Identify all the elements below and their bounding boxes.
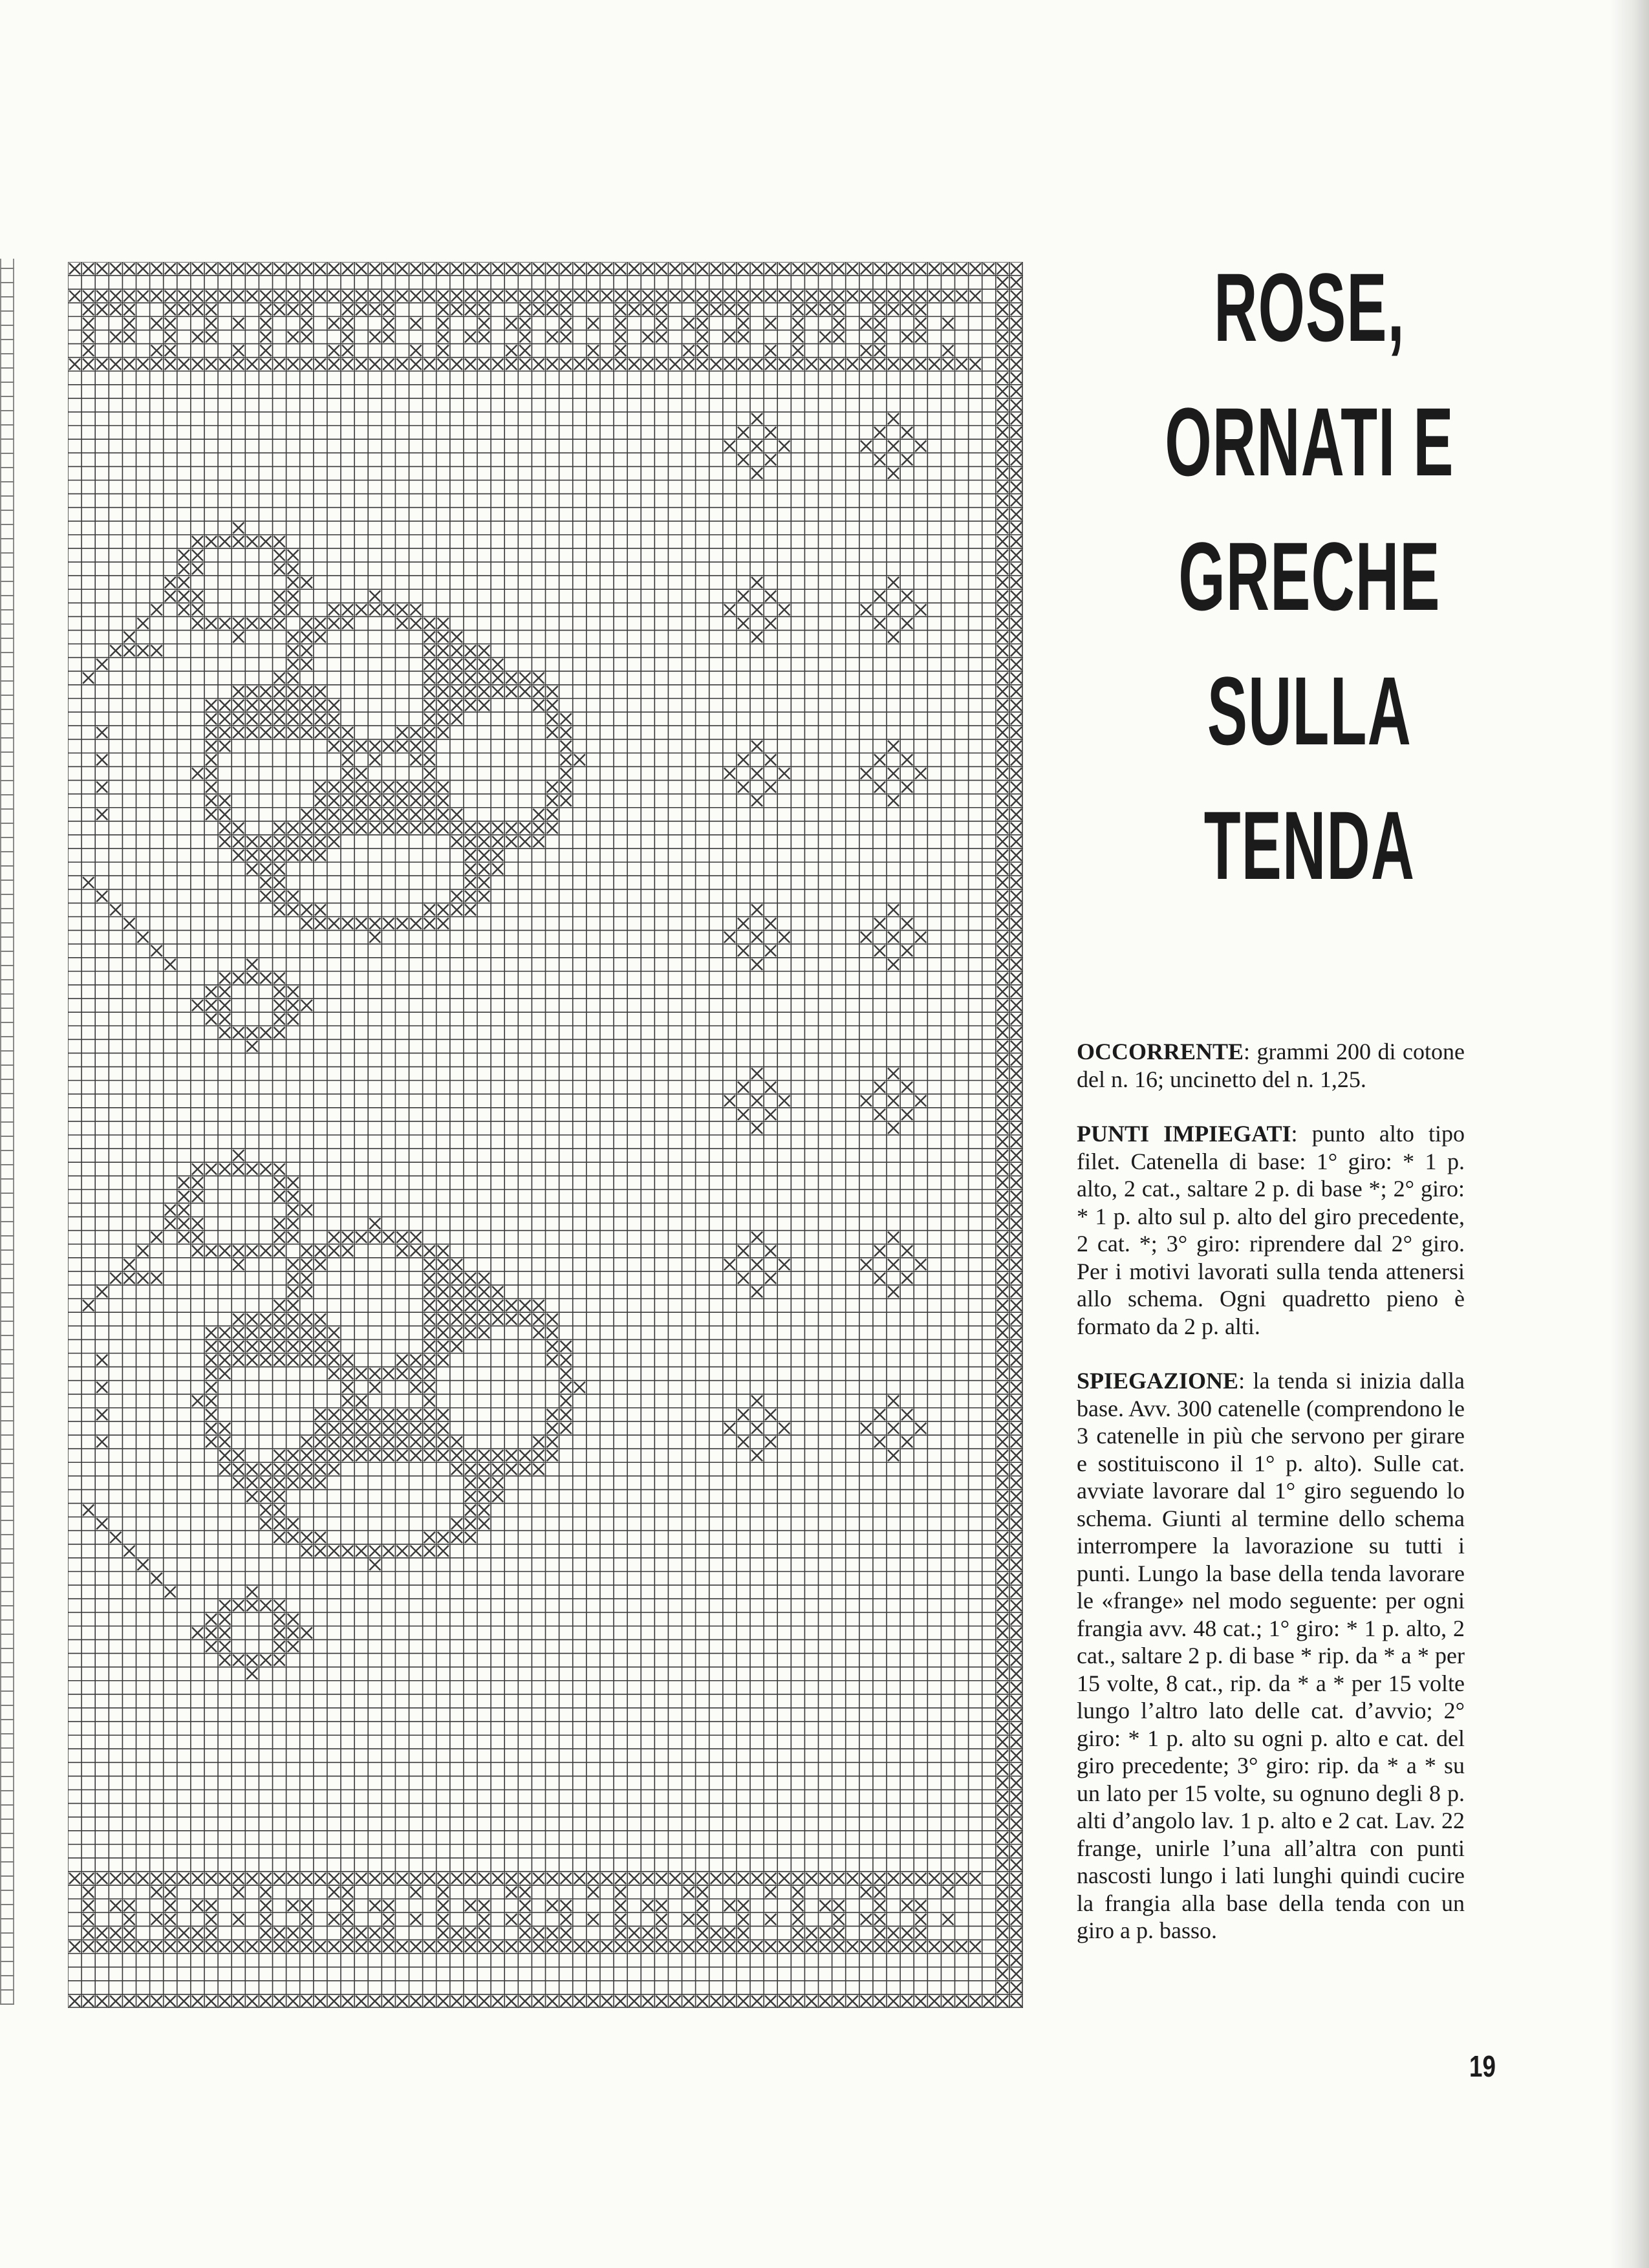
page-title (1139, 253, 1480, 931)
section-heading: OCCORRENTE (1077, 1039, 1244, 1064)
filet-crochet-chart (68, 262, 1023, 2008)
adjacent-page-edge (0, 259, 14, 2005)
title-line: ORNATI E (1165, 387, 1454, 496)
page-number: 19 (1469, 2049, 1496, 2083)
section-heading: SPIEGAZIONE (1077, 1368, 1239, 1394)
filet-chart-grid (68, 262, 1023, 2008)
section-body: : punto alto tipo filet. Catenella di base: 1° giro: * 1 p. alto, 2 cat., saltare 2 p. di base *; 2° giro: * 1 p. alto sul p. alto del giro precedente, 2 cat. *; 3° giro: riprendere dal 2° giro. Per i motivi lavorati sulla tenda attenersi allo schema. Ogni quadretto pieno è formato da 2 p. alti. (1077, 1121, 1465, 1339)
title-line: GRECHE (1178, 522, 1441, 631)
title-line: SULLA (1207, 656, 1412, 765)
page-gutter-shadow (1610, 0, 1649, 2268)
section-stitches (1077, 1120, 1465, 1340)
section-body: : grammi 200 di cotone del n. 16; uncinetto del n. 1,25. (1077, 1039, 1465, 1092)
instructions-text (1077, 1038, 1465, 1972)
title-line: TENDA (1203, 791, 1416, 900)
section-body: : la tenda si inizia dalla base. Avv. 300 catenelle (comprendono le 3 catenelle in più che servono per girare e sostituiscono il 1° p. alto). Sulle cat. avviate lavorare dal 1° giro seguendo lo schema. Giunti al termine dello schema interrompere la lavorazione su tutti i punti. Lungo la base della tenda lavorare le «frange» nel modo seguente: per ogni frangia avv. 48 cat.; 1° giro: * 1 p. alto, 2 cat., saltare 2 p. di base * rip. da * a * per 15 volte, 8 cat., rip. da * a * per 15 volte lungo l’altro lato delle cat. d’avvio; 2° giro: * 1 p. alto su ogni p. alto e cat. del giro precedente; 3° giro: rip. da * a * su un lato per 15 volte, su ognuno degli 8 p. alti d’angolo lav. 1 p. alto e 2 cat. Lav. 22 frange, unirle l’una all’altra con punti nascosti lungo i lati lunghi quindi cucire la frangia alla base della tenda con un giro a p. basso. (1077, 1368, 1465, 1943)
section-materials (1077, 1038, 1465, 1093)
section-heading: PUNTI IMPIEGATI (1077, 1121, 1291, 1147)
title-line: ROSE, (1214, 253, 1405, 362)
section-explanation (1077, 1367, 1465, 1945)
